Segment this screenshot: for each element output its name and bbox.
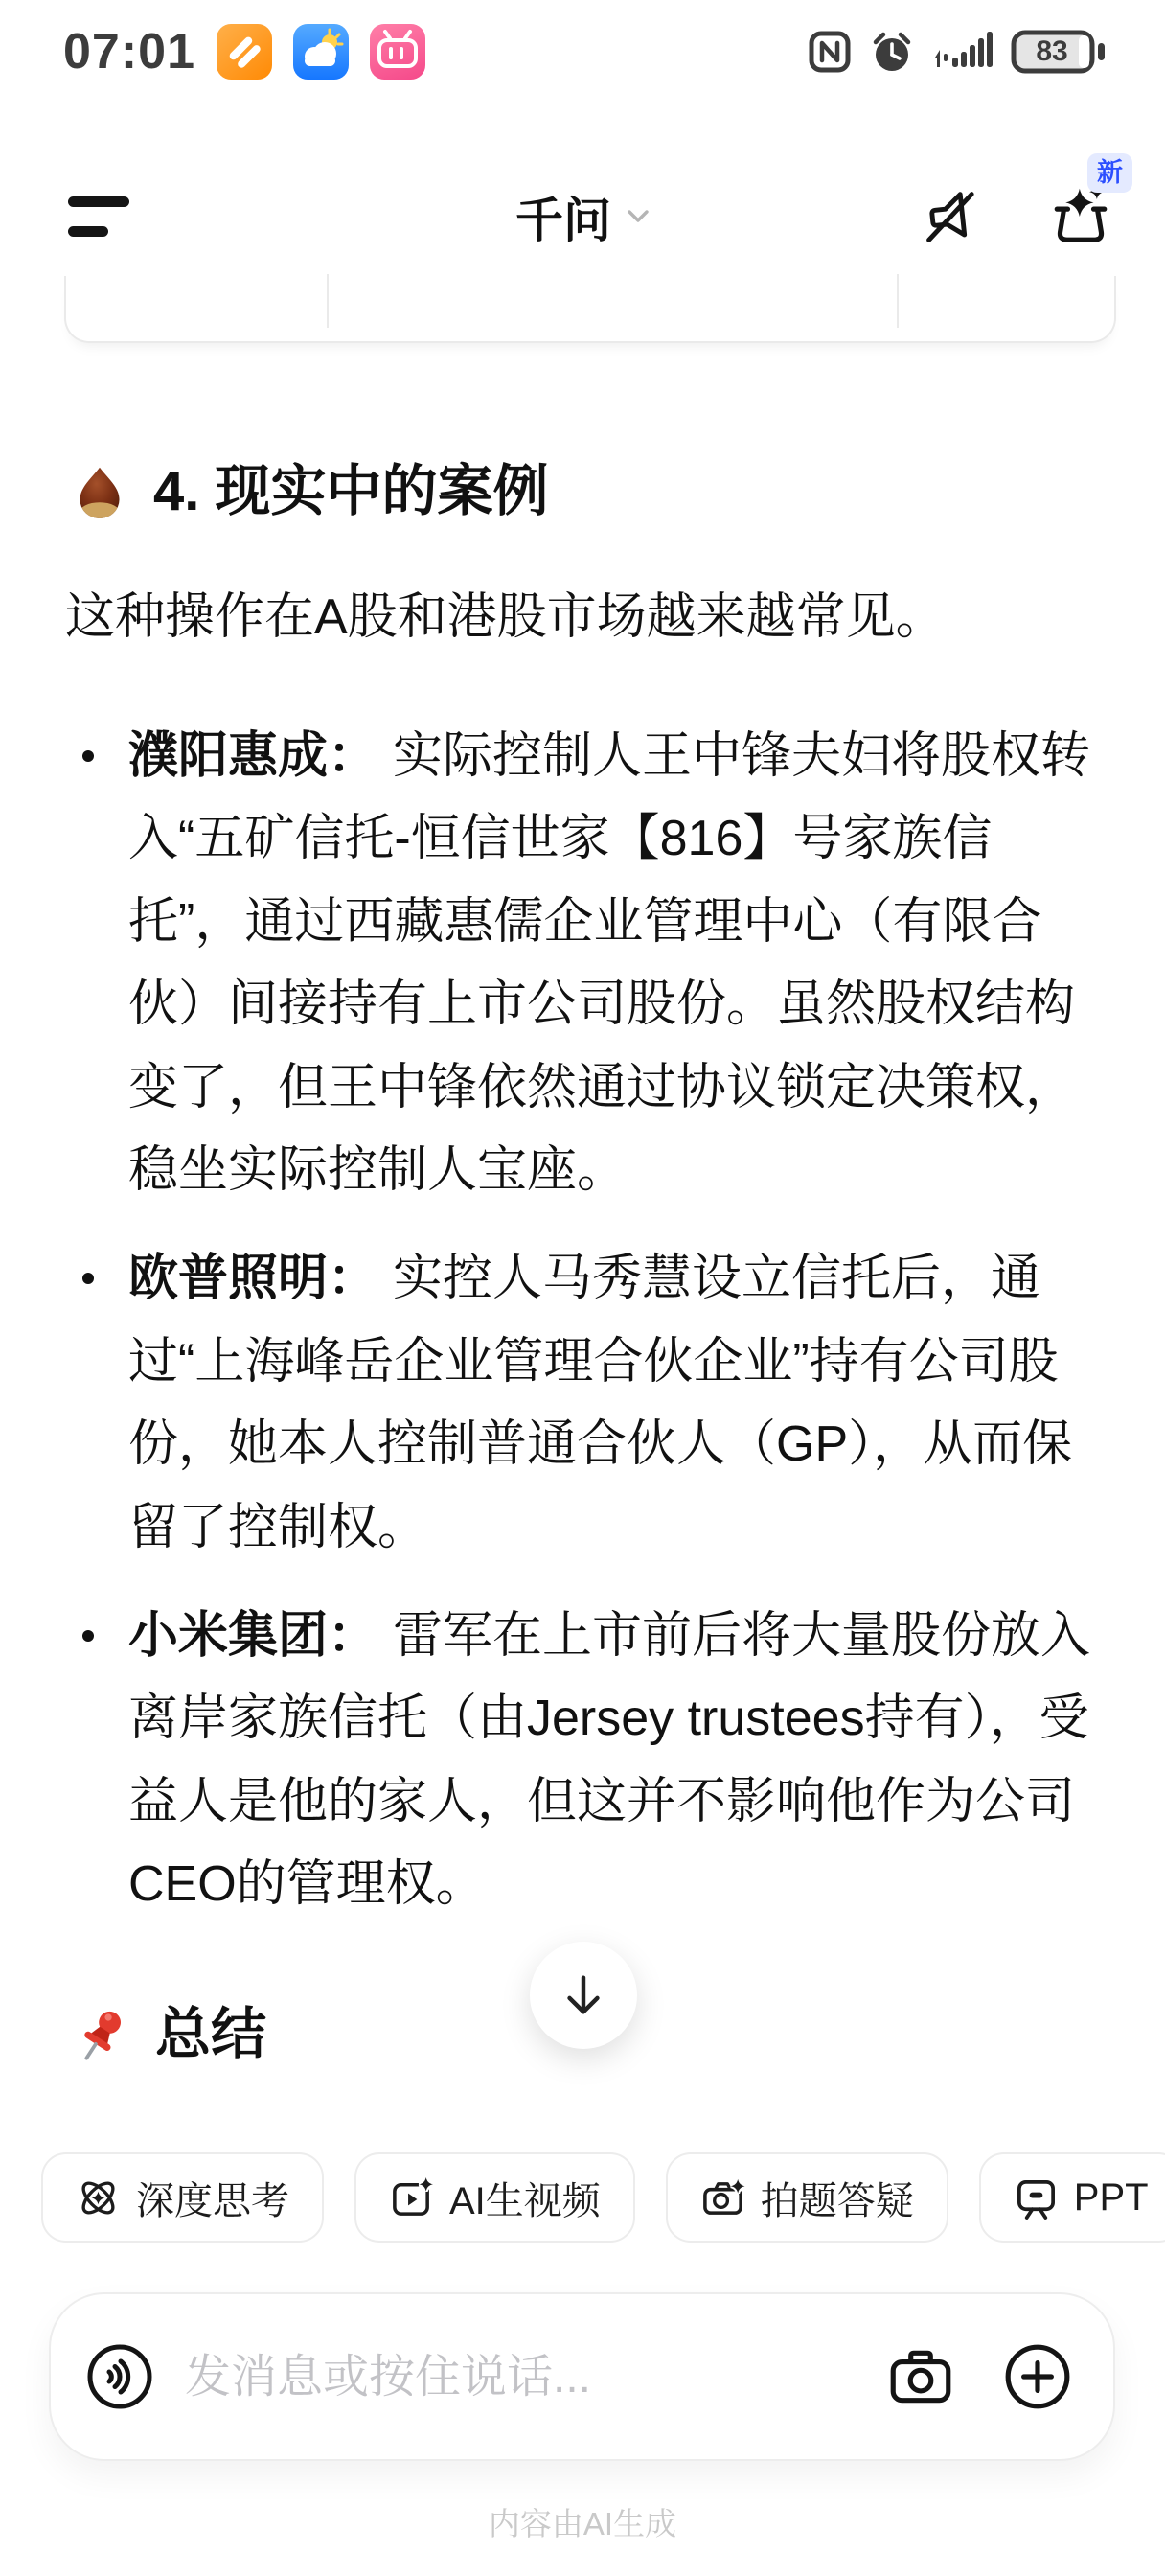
camera-icon[interactable]: [885, 2341, 956, 2412]
chip-photo-qa[interactable]: [666, 2152, 948, 2242]
section-heading-cases: [73, 458, 549, 525]
case-list: [65, 715, 1097, 1952]
chip-ai-video[interactable]: [354, 2152, 635, 2242]
chip-label: 深度思考: [136, 2179, 289, 2222]
message-input-bar: [49, 2292, 1115, 2461]
page-title: 千问: [515, 194, 611, 247]
chip-deep-thinking[interactable]: [41, 2152, 324, 2242]
voice-input-icon[interactable]: [83, 2340, 156, 2413]
message-input[interactable]: [183, 2350, 885, 2404]
presentation-easel-icon: [1014, 2175, 1059, 2220]
model-selector[interactable]: [515, 182, 650, 251]
speaker-muted-icon: [920, 184, 985, 249]
case-description: 实际控制人王中锋夫妇将股权转入“五矿信托-恒信世家【816】号家族信托”，通过西藏惠儒企业管理中心（有限合伙）间接持有上市公司股份。虽然股权结构变了，但王中锋依然通过协议锁定决策权，稳坐实际控制人宝座。: [128, 728, 1091, 1199]
case-description: 实控人马秀慧设立信托后，通过“上海峰岳企业管理合伙企业”持有公司股份，她本人控制普通合伙人（GP），从而保留了控制权。: [128, 1251, 1073, 1555]
signal-icon: [931, 29, 994, 75]
chestnut-emoji-icon: [73, 463, 126, 520]
case-company-name: 欧普照明：: [128, 1251, 378, 1307]
status-bar: [0, 12, 1165, 92]
list-item: [128, 715, 1097, 1211]
mute-button[interactable]: [920, 184, 985, 249]
table-column-divider: [327, 274, 329, 328]
new-chat-button[interactable]: [1046, 158, 1123, 251]
case-description: 雷军在上市前后将大量股份放入离岸家族信托（由Jersey trustees持有），受益人是他的家人，但这并不影响他作为公司CEO的管理权。: [128, 1608, 1091, 1913]
table-bottom-remnant: [64, 276, 1116, 343]
battery-icon: [1010, 27, 1108, 77]
pushpin-emoji-icon: [73, 2007, 128, 2062]
suggestion-chips: [41, 2152, 1165, 2242]
list-item: [128, 1237, 1097, 1569]
intro-paragraph: 这种操作在A股和港股市场越来越常见。: [65, 589, 946, 645]
section-heading-text: 总结: [155, 2003, 267, 2065]
menu-icon[interactable]: [68, 196, 129, 237]
atom-icon: [76, 2175, 121, 2220]
chip-label: AI生视频: [449, 2179, 601, 2222]
chevron-down-icon: [627, 209, 650, 224]
video-sparkle-icon: [389, 2175, 434, 2220]
notification-app-icon-weather: [293, 24, 349, 80]
case-company-name: 小米集团：: [128, 1608, 378, 1665]
table-column-divider: [897, 274, 899, 328]
battery-percent: 83: [1036, 35, 1068, 67]
plus-icon[interactable]: [1002, 2341, 1073, 2412]
chip-label: 拍题答疑: [760, 2179, 914, 2222]
clock-time: 07:01: [63, 24, 195, 80]
case-company-name: 濮阳惠成：: [128, 728, 378, 784]
chip-label: PPT: [1073, 2175, 1149, 2219]
notification-app-icon-orange: [217, 24, 272, 80]
scroll-to-bottom-button[interactable]: [530, 1942, 637, 2049]
notification-app-icon-bilibili: [370, 24, 425, 80]
app-header: [0, 142, 1165, 291]
new-feature-badge: 新: [1087, 153, 1132, 193]
alarm-icon: [868, 28, 916, 76]
arrow-down-icon: [558, 1969, 609, 2021]
ai-disclaimer: 内容由AI生成: [488, 2506, 677, 2542]
list-item: [128, 1595, 1097, 1926]
nfc-icon: [807, 29, 853, 75]
section-heading-summary: [73, 2001, 266, 2068]
section-heading-text: 4. 现实中的案例: [153, 460, 549, 522]
chip-ppt[interactable]: [979, 2152, 1165, 2242]
camera-sparkle-icon: [700, 2175, 745, 2220]
